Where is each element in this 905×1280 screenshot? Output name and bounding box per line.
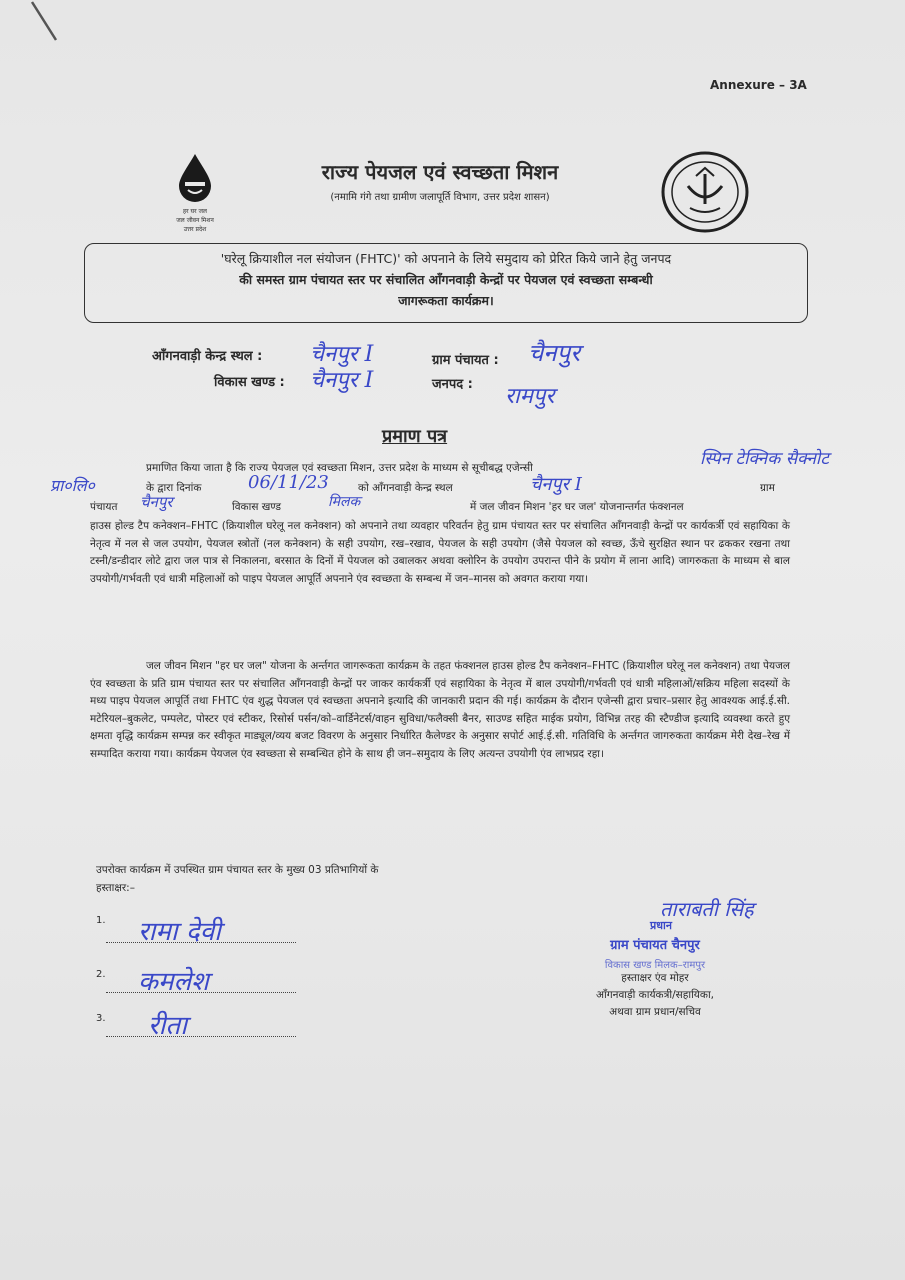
cert-line-3a: पंचायत bbox=[90, 501, 118, 513]
cert-line-2c: ग्राम bbox=[760, 482, 775, 494]
participant-1 bbox=[96, 908, 221, 947]
logo-caption-3: उत्तर प्रदेश bbox=[183, 226, 207, 233]
participant-number: 1. bbox=[96, 915, 106, 926]
cert-line-3c: में जल जीवन मिशन 'हर घर जल' योजनान्तर्गत फंक्शनल bbox=[470, 501, 684, 513]
header bbox=[240, 158, 640, 203]
program-line-3: जागरूकता कार्यक्रम। bbox=[398, 293, 494, 308]
program-line-1: 'घरेलू क्रियाशील नल संयोजन (FHTC)' को अपनाने के लिये समुदाय को प्रेरित किये जाने हेतु जनपद bbox=[220, 251, 672, 266]
participant-signature: कमलेश bbox=[138, 967, 209, 997]
pradhan-secretary-label: अथवा ग्राम प्रधान/सचिव bbox=[609, 1006, 701, 1018]
participant-signature: रीता bbox=[148, 1011, 187, 1041]
participants-intro: उपरोक्त कार्यक्रम में उपस्थित ग्राम पंचायत स्तर के मुख्य 03 प्रतिभागियों के bbox=[96, 864, 379, 876]
cert-paragraph-1: हाउस होल्ड टैप कनेक्शन–FHTC (क्रियाशील घरेलू नल कनेक्शन) को अपनाने तथा व्यवहार परिवर्तन हेतु ग्राम पंचायत स्तर पर संचालित आँगनवाड़ी केन्द्रों पर कार्यकर्त्री एवं सहायिका के नेतृत्व में नल से जल उपयोग, पेयजल स्त्रोतों (नल कनेक्शन) के सही उपयोग, रख–रखाव, पेयजल के सही उपयोग (जैसे पेयजल को स्वच्छ, ऊँचे सुरक्षित स्थान पर ढककर रखना तथा टस्नी/डन्डीदार लोटे द्वारा जल पात्र से निकालना, बरसात के दिनों में पेयजल को उबालकर अथवा क्लोरिन के उपयोग उपरान्त पीने के प्रयोग में लाना आदि) जागरुकता के माध्यम से बाल उपयोगी/गर्भवती एवं धात्री महिलाओं को पाइप पेयजल आपूर्ति अपनाने एंव स्वच्छता के सम्बन्ध में जन–मानस को अवगत कराया गया। bbox=[90, 520, 790, 585]
cert-line-2a: के द्वारा दिनांक bbox=[146, 482, 202, 494]
stamp-block: विकास खण्ड मिलक–रामपुर bbox=[604, 960, 706, 971]
agency-suffix-handwritten: प्रा०लि० bbox=[50, 476, 95, 495]
anganwadi-worker-label: आँगनवाड़ी कार्यकत्री/सहायिका, bbox=[595, 989, 715, 1001]
gram-panchayat-value: चैनपुर bbox=[528, 339, 581, 367]
program-date-handwritten: 06/11/23 bbox=[248, 472, 329, 493]
authority-block bbox=[540, 895, 770, 1019]
cert-line-1: प्रमाणित किया जाता है कि राज्य पेयजल एवं स्वच्छता मिशन, उत्तर प्रदेश के माध्यम से सूचीबद्ध एजेन्सी bbox=[146, 462, 533, 474]
agency-name-handwritten: स्पिन टेक्निक सैक्नोट bbox=[700, 449, 829, 469]
mission-subtitle: (नमामि गंगे तथा ग्रामीण जलापूर्ति विभाग, उत्तर प्रदेश शासन) bbox=[330, 192, 550, 203]
anganwadi-value: चैनपुर I bbox=[310, 342, 374, 367]
panchayat-handwritten: चैनपुर bbox=[140, 493, 173, 511]
center-handwritten: चैनपुर I bbox=[530, 474, 582, 495]
participants-intro-2: हस्ताक्षर:– bbox=[96, 882, 135, 894]
sign-and-seal-label: हस्ताक्षर एंव मोहर bbox=[621, 972, 689, 984]
cert-line-3b: विकास खण्ड bbox=[232, 501, 281, 513]
anganwadi-label: आँगनवाड़ी केन्द्र स्थल : bbox=[152, 349, 263, 364]
har-ghar-jal-logo bbox=[160, 152, 230, 233]
stamp-pradhan: प्रधान bbox=[650, 919, 672, 932]
logo-caption-1: हर घर जल bbox=[183, 208, 207, 215]
annexure-label: Annexure – 3A bbox=[710, 78, 807, 92]
participant-signature: रामा देवी bbox=[138, 917, 221, 947]
cert-line-2b: को आँगनवाड़ी केन्द्र स्थल bbox=[358, 482, 453, 494]
participant-3 bbox=[96, 1006, 187, 1041]
pradhan-signature: ताराबती सिंह bbox=[660, 897, 754, 921]
program-title-box bbox=[84, 243, 808, 323]
janpad-label: जनपद : bbox=[432, 377, 473, 392]
stamp-gram-panchayat: ग्राम पंचायत चैनपुर bbox=[610, 938, 700, 953]
certificate-title: प्रमाण पत्र bbox=[382, 426, 448, 447]
water-drop-icon bbox=[175, 152, 215, 202]
program-line-2: की समस्त ग्राम पंचायत स्तर पर संचालित आँगनवाड़ी केन्द्रों पर पेयजल एवं स्वच्छता सम्बन्धी bbox=[239, 272, 653, 287]
up-government-seal-icon bbox=[660, 150, 750, 234]
vikas-khand-value: चैनपुर I bbox=[310, 368, 374, 393]
participant-number: 3. bbox=[96, 1013, 106, 1024]
gram-panchayat-label: ग्राम पंचायत : bbox=[432, 353, 499, 368]
pencil-stroke-mark bbox=[28, 0, 60, 44]
vikas-khand-label: विकास खण्ड : bbox=[214, 375, 285, 390]
logo-caption-2: जल जीवन मिशन bbox=[176, 217, 214, 224]
mission-title: राज्य पेयजल एवं स्वच्छता मिशन bbox=[321, 160, 559, 184]
participant-number: 2. bbox=[96, 969, 106, 980]
cert-paragraph-2: जल जीवन मिशन "हर घर जल" योजना के अर्न्तगत जागरूकता कार्यक्रम के तहत फंक्शनल हाउस होल्ड टैप कनेक्शन–FHTC (क्रियाशील घरेलू नल कनेक्शन) तथा पेयजल एंव स्वच्छता के प्रति ग्राम पंचायत स्तर पर संचालित आँगनवाड़ी केन्द्रों पर जाकर कार्यकर्त्री एवं सहायिका के नेतृत्व में बाल उपयोगी/गर्भवती एवं धात्री महिलाओं/सक्रिय महिला सदस्यों के मध्य पाइप पेयजल आपूर्ति तथा FHTC एंव शुद्ध पेयजल एवं स्वच्छता अपनाने इत्यादि की जानकारी प्रदान की गई। कार्यक्रम के दौरान एजेन्सी द्वारा प्रचार–प्रसार हेतु आवश्यक आई.ई.सी. मटेरियल–बुकलेट, पम्पलेट, पोस्टर एवं स्टीकर, रिसोर्स पर्सन/को–वार्डिनेटर्स/वाहन सुविधा/फलैक्सी बैनर, साउण्ड सहित माईक प्रयोग, विभिन्न तरह की स्टैण्डीज इत्यादि व्यवस्था करते हुए क्षमता वृद्धि कार्यक्रम सम्पन्न कर स्वीकृत माड्यूल/व्यय बजट विवरण के अनुसार निर्धारित कैलेण्डर के अनुसार सपोर्ट आई.ई.सी. गतिविधि के अर्न्तगत जागरुकता कार्यक्रम मेरी देख–रेख में सम्पादित कराया गया। कार्यक्रम पेयजल एंव स्वच्छता से सम्बन्धित होने के साथ ही जन–समुदाय के लिए अत्यन्त उपयोगी एंव लाभप्रद रहा। bbox=[90, 660, 790, 760]
block-handwritten: मिलक bbox=[328, 494, 361, 510]
janpad-value: रामपुर bbox=[505, 384, 555, 409]
participant-2 bbox=[96, 962, 209, 997]
